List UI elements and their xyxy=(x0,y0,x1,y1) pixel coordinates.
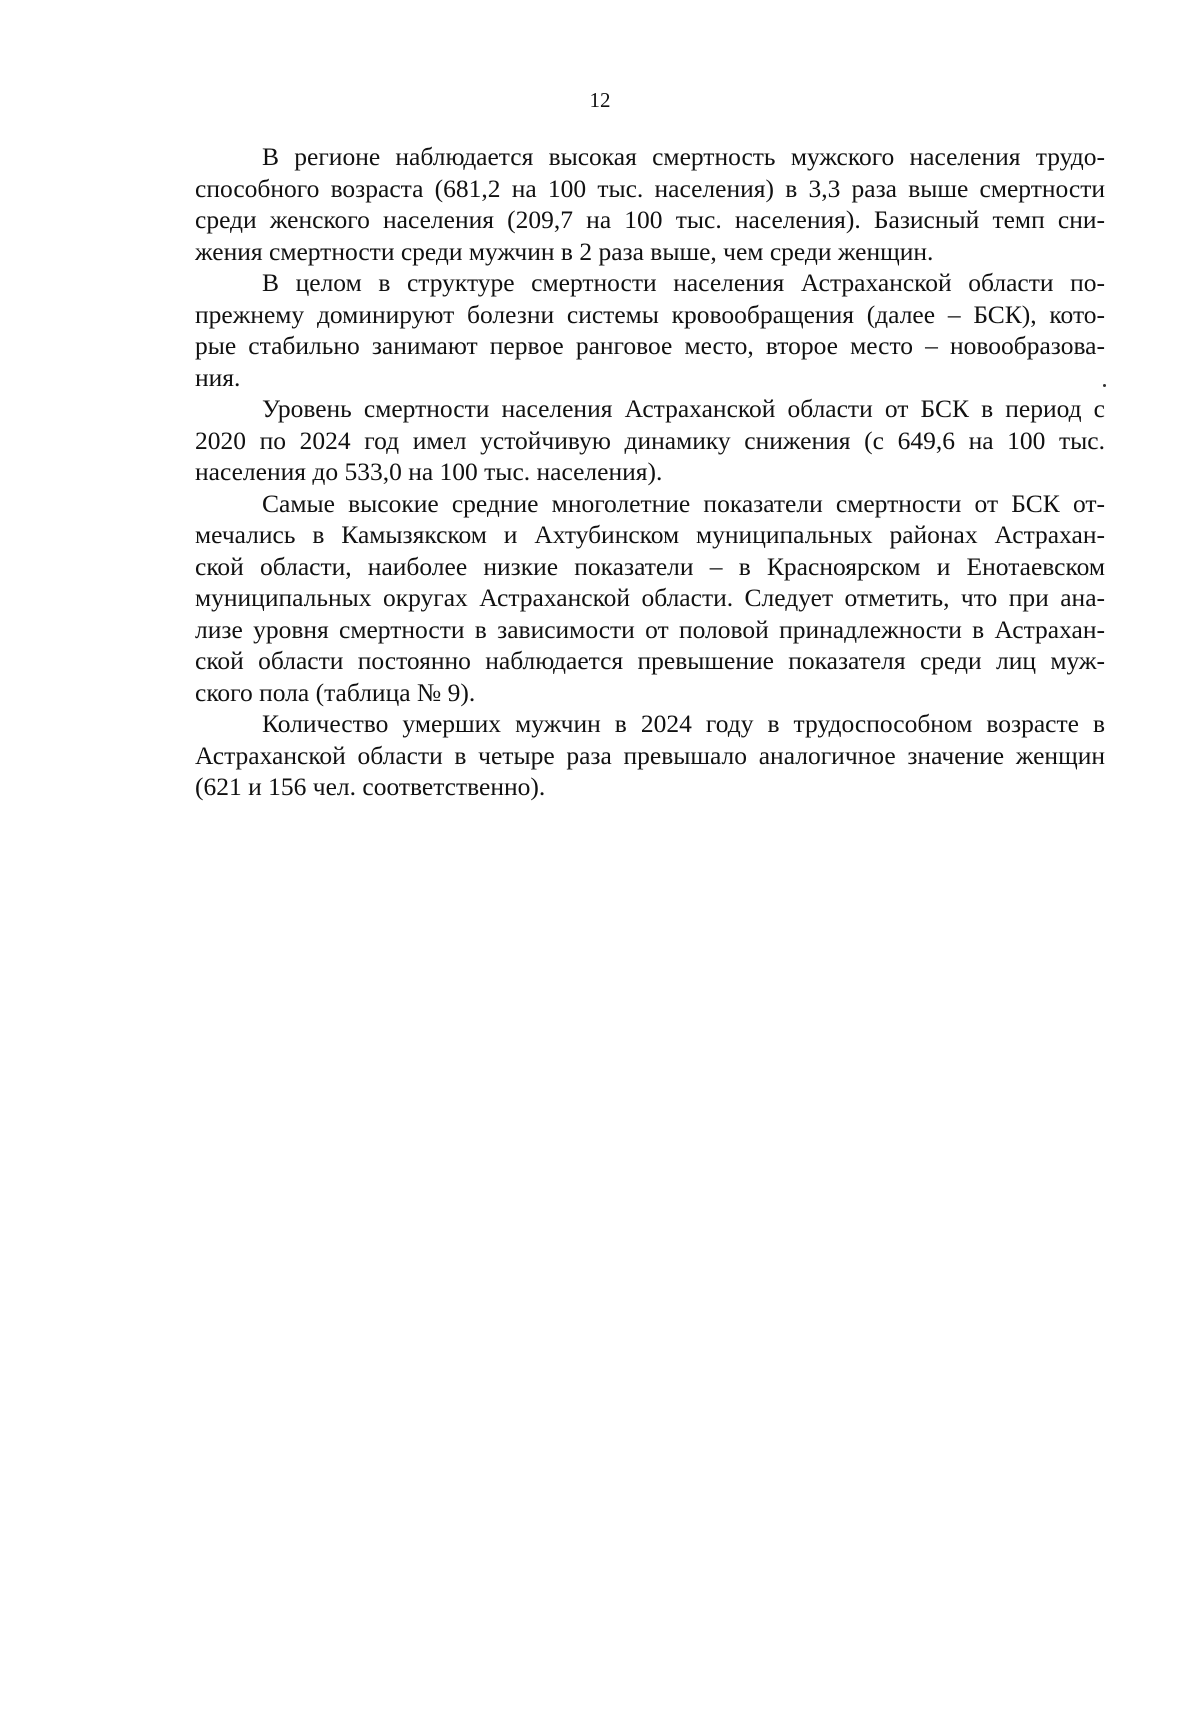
paragraph-line: ской области постоянно наблюдается превышение показателя среди лиц муж- xyxy=(195,646,1105,675)
paragraph-line: ния. xyxy=(195,362,241,392)
paragraph-district-indicators xyxy=(195,488,1105,709)
page-number: 12 xyxy=(589,88,611,112)
paragraph-line: В регионе наблюдается высокая смертность мужского населения трудо- xyxy=(262,142,1105,171)
paragraph-line: Астраханской области в четыре раза превышало аналогичное значение женщин xyxy=(195,740,1105,770)
paragraph-line: 2020 по 2024 год имел устойчивую динамику снижения (с 649,6 на 100 тыс. xyxy=(195,425,1105,455)
paragraph-line: рые стабильно занимают первое ранговое место, второе место – новообразова- xyxy=(195,331,1105,360)
paragraph-mortality-structure xyxy=(195,267,1105,393)
paragraph-line: среди женского населения (209,7 на 100 тыс. населения). Базисный темп сни- xyxy=(195,205,1105,234)
paragraph-line: Уровень смертности населения Астраханской области от БСК в период с xyxy=(262,394,1105,423)
paragraph-bsk-dynamics xyxy=(195,393,1105,488)
paragraph-line: мечались в Камызякском и Ахтубинском муниципальных районах Астрахан- xyxy=(195,520,1105,549)
paragraph-line: способного возраста (681,2 на 100 тыс. населения) в 3,3 раза выше смертности xyxy=(195,173,1105,203)
paragraph-deaths-count xyxy=(195,708,1105,803)
paragraph-line: (621 и 156 чел. соответственно). xyxy=(195,772,546,801)
document-body xyxy=(195,141,1105,803)
scan-speck xyxy=(1103,384,1106,387)
paragraph-line: Самые высокие средние многолетние показатели смертности от БСК от- xyxy=(262,488,1105,518)
paragraph-line: населения до 533,0 на 100 тыс. населения). xyxy=(195,457,663,486)
paragraph-line: жения смертности среди мужчин в 2 раза выше, чем среди женщин. xyxy=(195,236,934,266)
paragraph-line: Количество умерших мужчин в 2024 году в трудоспособном возрасте в xyxy=(262,709,1105,738)
paragraph-line: прежнему доминируют болезни системы кровообращения (далее – БСК), кото- xyxy=(195,299,1105,329)
paragraph-male-mortality xyxy=(195,141,1105,267)
paragraph-line: В целом в структуре смертности населения Астраханской области по- xyxy=(262,268,1105,297)
paragraph-line: муниципальных округах Астраханской области. Следует отметить, что при ана- xyxy=(195,583,1105,612)
paragraph-line: лизе уровня смертности в зависимости от половой принадлежности в Астрахан- xyxy=(195,614,1105,644)
paragraph-line: ского пола (таблица № 9). xyxy=(195,677,476,707)
paragraph-line: ской области, наиболее низкие показатели – в Красноярском и Енотаевском xyxy=(195,551,1105,581)
